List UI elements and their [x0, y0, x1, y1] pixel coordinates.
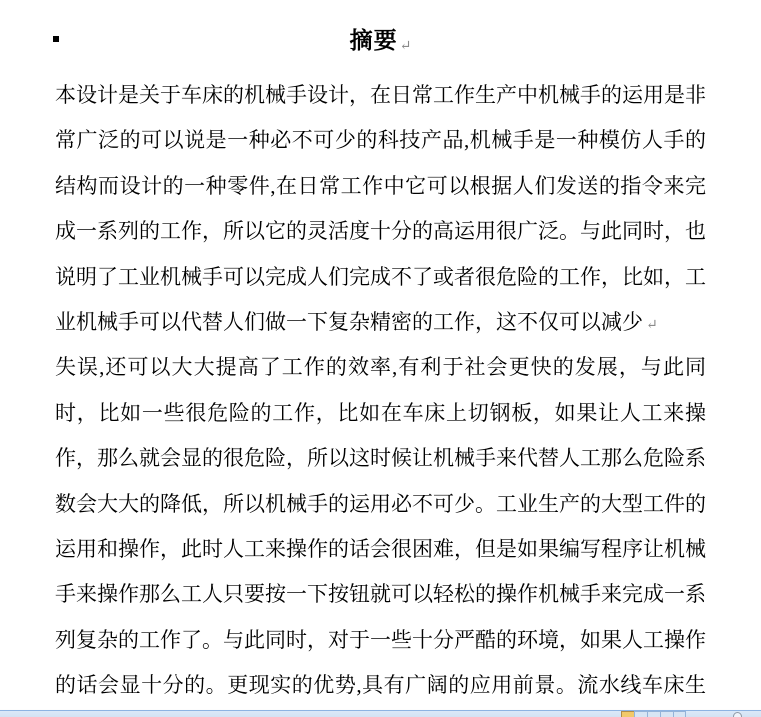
body-line-text: 数会大大的降低，所以机械手的运用必不可少。工业生产的大型工件的: [55, 491, 706, 516]
body-line-text: 手来操作那么工人只要按一下按钮就可以轻松的操作机械手来完成一系: [55, 582, 706, 607]
body-line: [55, 209, 706, 254]
body-line-text: 时，比如一些很危险的工作，比如在车床上切钢板，如果让人工来操: [55, 400, 706, 425]
body-line-text: 业机械手可以代替人们做一下复杂精密的工作，这不仅可以减少: [55, 309, 643, 334]
body-line-text: 本设计是关于车床的机械手设计，在日常工作生产中机械手的运用是非: [55, 83, 706, 107]
draft-view-button[interactable]: [673, 711, 686, 717]
body-line: [55, 391, 706, 436]
line-break-mark-icon: ↵: [646, 317, 658, 333]
body-line: [55, 436, 706, 481]
outline-view-button[interactable]: [660, 711, 673, 717]
paragraph-mark-icon: ↵: [399, 39, 412, 54]
body-line: [55, 345, 706, 390]
abstract-body: [55, 73, 706, 708]
body-line: [55, 118, 706, 163]
body-line-text: 列复杂的工作了。与此同时，对于一些十分严酷的环境，如果人工操作: [55, 627, 706, 652]
body-line-text: 常广泛的可以说是一种必不可少的科技产品,机械手是一种模仿人手的: [55, 128, 706, 153]
body-line: [55, 255, 706, 300]
body-line-text: 失误,还可以大大提高了工作的效率,有利于社会更快的发展，与此同: [55, 355, 706, 380]
full-screen-reading-view-button[interactable]: [634, 711, 647, 717]
body-line-text: 说明了工业机械手可以完成人们完成不了或者很危险的工作，比如，工: [55, 264, 706, 289]
body-line: [55, 73, 706, 118]
zoom-control-knob[interactable]: [733, 712, 742, 717]
print-layout-view-button[interactable]: [621, 711, 634, 717]
body-line-text: 运用和操作，此时人工来操作的话会很困难，但是如果编写程序让机械: [55, 536, 706, 561]
body-line: [55, 618, 706, 663]
body-line: [55, 663, 706, 708]
body-line: [55, 300, 706, 345]
body-line-text: 结构而设计的一种零件,在日常工作中它可以根据人们发送的指令来完: [55, 173, 706, 198]
body-line: [55, 482, 706, 527]
status-bar: [0, 709, 761, 717]
body-line-text: 成一系列的工作，所以它的灵活度十分的高运用很广泛。与此同时，也: [55, 219, 706, 244]
body-line: [55, 164, 706, 209]
title-row: [55, 22, 706, 55]
body-line: [55, 527, 706, 572]
body-line-text: 的话会显十分的。更现实的优势,具有广阔的应用前景。流水线车床生: [55, 673, 706, 698]
view-shortcuts: [621, 711, 686, 717]
body-line-text: 作，那么就会显的很危险，所以这时候让机械手来代替人工那么危险系: [55, 446, 706, 471]
body-line: [55, 572, 706, 617]
page-title: 摘要: [349, 28, 398, 53]
web-layout-view-button[interactable]: [647, 711, 660, 717]
